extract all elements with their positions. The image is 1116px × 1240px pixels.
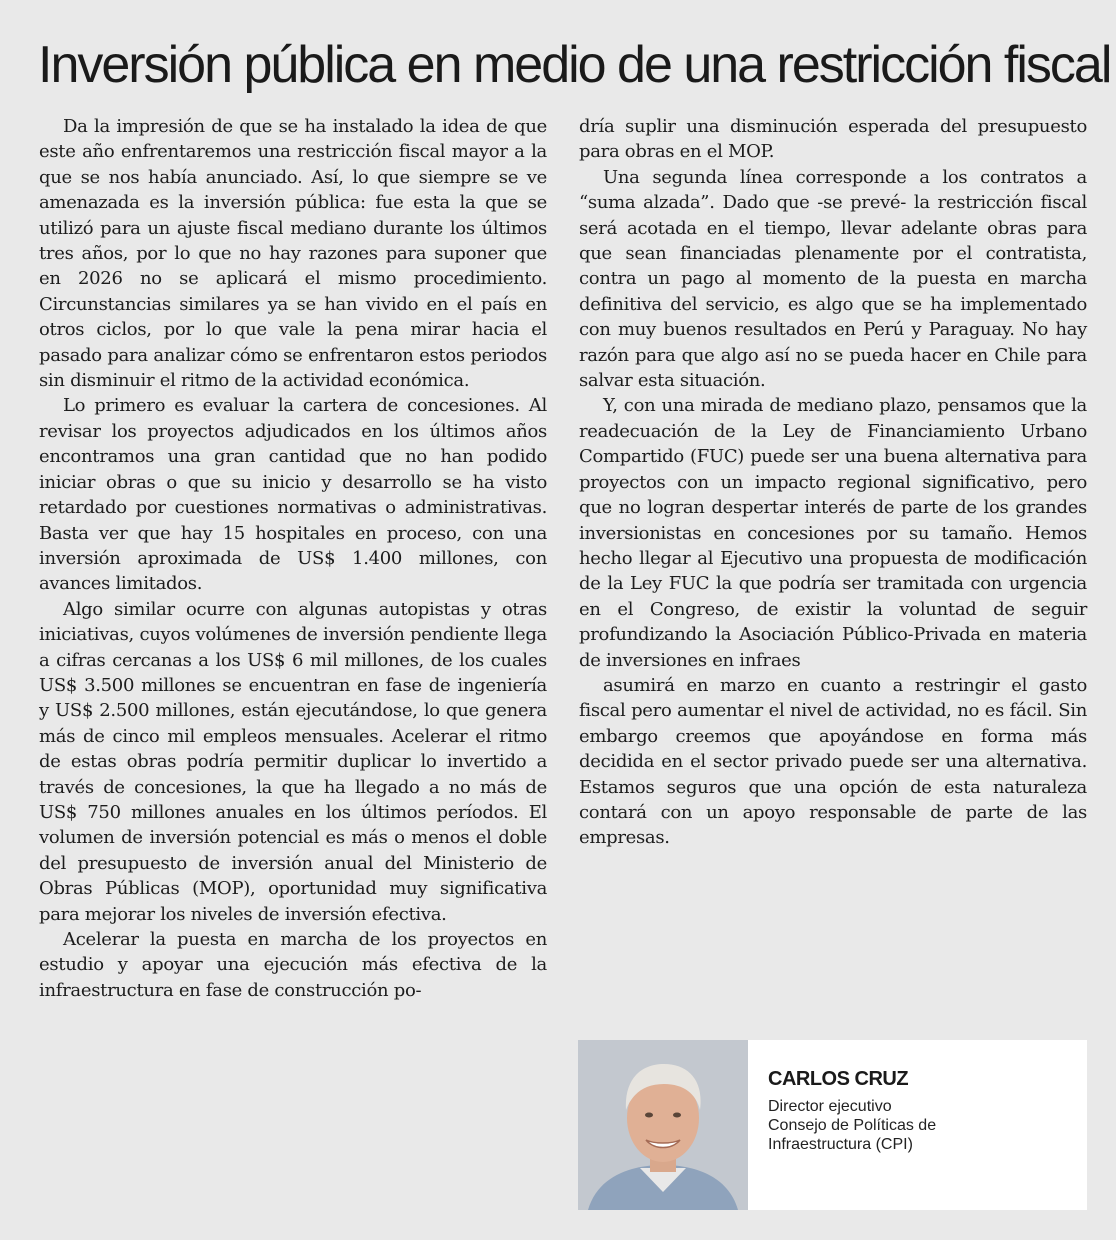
author-name: CARLOS CRUZ: [768, 1068, 909, 1090]
paragraph: Acelerar la puesta en marcha de los proyectos en estudio y apoyar una ejecución más efectiva de la infraestructura en fase de construcción po-: [39, 929, 547, 1001]
headline: Inversión pública en medio de una restricción fiscal: [38, 36, 1111, 94]
author-portrait-icon: [578, 1040, 748, 1210]
author-box: [578, 1040, 1087, 1210]
author-title-line: Director ejecutivo: [768, 1098, 892, 1115]
left-column: [39, 114, 547, 1003]
paragraph: Una segunda línea corresponde a los contratos a “suma alzada”. Dado que -se prevé- la restricción fiscal será acotada en el tiempo, llevar adelante obras para que sean financiadas plenamente por el contratista, contra un pago al momento de la puesta en marcha definitiva del servicio, es algo que se ha implementado con muy buenos resultados en Perú y Paraguay. No hay razón para que algo así no se pueda hacer en Chile para salvar esta situación.: [579, 166, 1087, 392]
paragraph: Da la impresión de que se ha instalado la idea de que este año enfrentaremos una restricción fiscal mayor a la que se nos había anunciado. Así, lo que siempre se ve amenazada es la inversión pública: fue esta la que se utilizó para un ajuste fiscal mediano durante los últimos tres años, por lo que no hay razones para suponer que en 2026 no se aplicará el mismo procedimiento. Circunstancias similares ya se han vivido en el país en otros ciclos, por lo que vale la pena mirar hacia el pasado para analizar cómo se enfrentaron estos periodos sin disminuir el ritmo de la actividad económica.: [39, 116, 547, 392]
paragraph: Algo similar ocurre con algunas autopistas y otras iniciativas, cuyos volúmenes de inversión pendiente llega a cifras cercanas a los US$ 6 mil millones, de los cuales US$ 3.500 millones se encuentran en fase de ingeniería y US$ 2.500 millones, están ejecutándose, lo que genera más de cinco mil empleos mensuales. Acelerar el ritmo de estas obras podría permitir duplicar lo invertido a través de concesiones, la que ha llegado a no más de US$ 750 millones anuales en los últimos períodos. El volumen de inversión potencial es más o menos el doble del presupuesto de inversión anual del Ministerio de Obras Públicas (MOP), oportunidad muy significativa para mejorar los niveles de inversión efectiva.: [39, 598, 547, 925]
author-title-line: Consejo de Políticas de: [768, 1117, 937, 1134]
paragraph-continuation: dría suplir una disminución esperada del presupuesto para obras en el MOP.: [579, 116, 1087, 163]
paragraph: Y, con una mirada de mediano plazo, pensamos que la readecuación de la Ley de Financiamiento Urbano Compartido (FUC) puede ser una buena alternativa para proyectos con un impacto regional significativo, pero que no logran despertar interés de parte de los grandes inversionistas en concesiones por su tamaño. Hemos hecho llegar al Ejecutivo una propuesta de modificación de la Ley FUC la que podría ser tramitada con urgencia en el Congreso, de existir la voluntad de seguir profundizando la Asociación Público-Privada en materia de inversiones en infraes: [579, 395, 1087, 671]
author-title-line: Infraestructura (CPI): [768, 1136, 913, 1153]
paragraph: Lo primero es evaluar la cartera de concesiones. Al revisar los proyectos adjudicados en los últimos años encontramos una gran cantidad que no han podido iniciar obras o que su inicio y desarrollo se ha visto retardado por cuestiones normativas o administrativas. Basta ver que hay 15 hospitales en proceso, con una inversión aproximada de US$ 1.400 millones, con avances limitados.: [39, 395, 547, 595]
right-column: [579, 114, 1087, 851]
author-photo: [578, 1040, 748, 1210]
author-info: [768, 1068, 1068, 1154]
paragraph: asumirá en marzo en cuanto a restringir el gasto fiscal pero aumentar el nivel de actividad, no es fácil. Sin embargo creemos que apoyándose en forma más decidida en el sector privado puede ser una alternativa. Estamos seguros que una opción de esta naturaleza contará con un apoyo responsable de parte de las empresas.: [579, 674, 1087, 849]
